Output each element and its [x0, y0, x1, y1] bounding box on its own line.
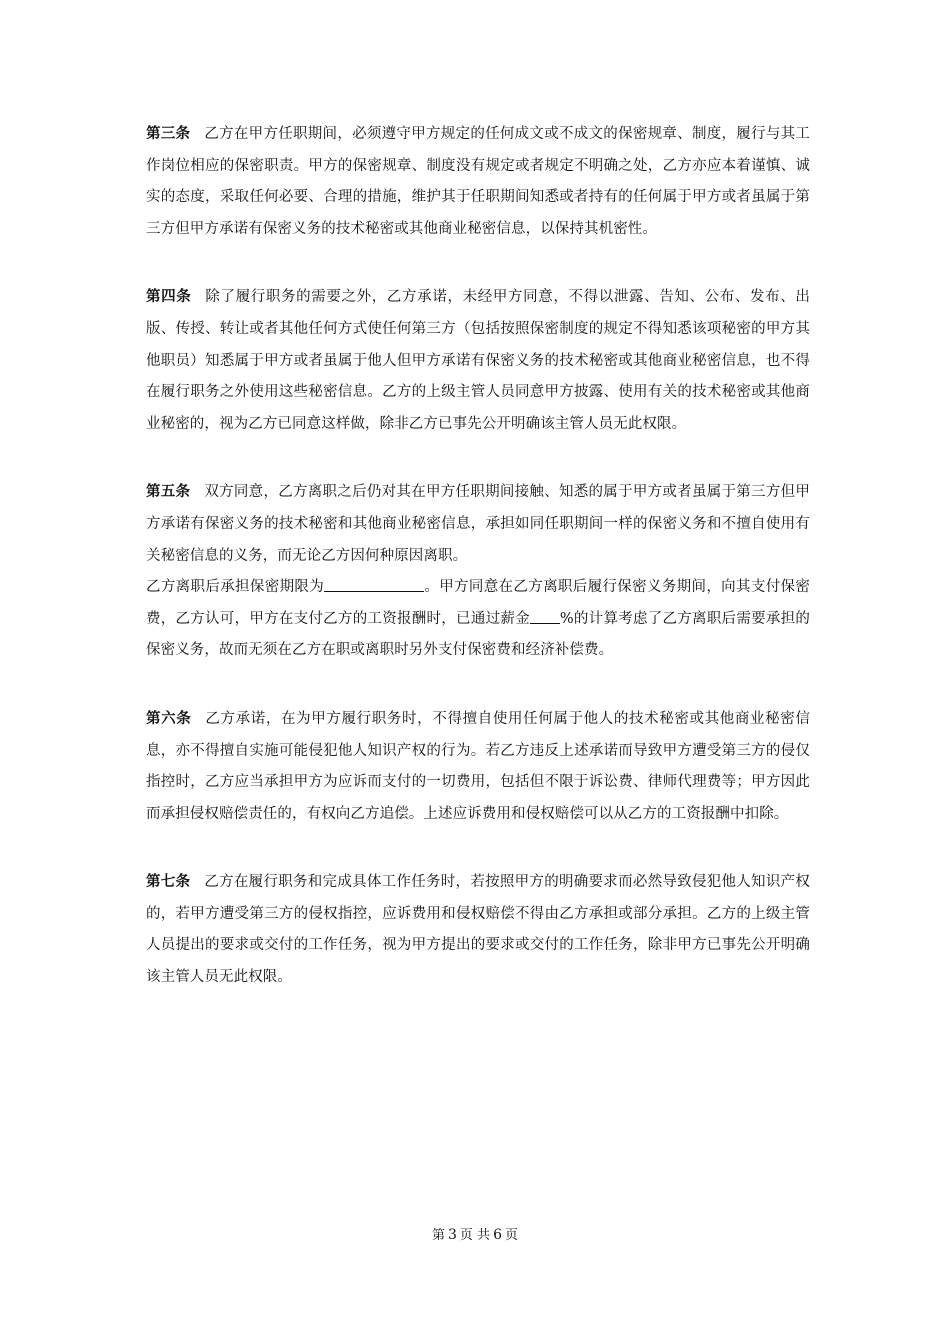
article-paragraph: [146, 281, 810, 440]
article-5: [146, 476, 810, 667]
article-number: 第五条: [146, 483, 191, 501]
article-text: 双方同意，乙方离职之后仍对其在甲方任职期间接触、知悉的属于甲方或者虽属于第三方但甲方承诺有保密义务的技术秘密和其他商业秘密信息，承担如同任职期间一样的保密义务和不擅自使用有关秘密信息的义务，而无论乙方因何种原因离职。: [146, 484, 810, 564]
article-text: %的计算考虑了乙方离职后需要承担的保密义务，故而无须在乙方在职或离职时另外支付保密费和经济补偿费。: [146, 610, 810, 659]
footer-total-pages: 6: [493, 1227, 502, 1243]
article-paragraph: [146, 118, 810, 245]
footer-middle: 页 共: [459, 1228, 491, 1243]
article-text: 乙方在履行职务和完成具体工作任务时，若按照甲方的明确要求而必然导致侵犯他人知识产权的，若甲方遭受第三方的侵权指控，应诉费用和侵权赔偿不得由乙方承担或部分承担。乙方的上级主管人员提出的要求或交付的工作任务，视为甲方提出的要求或交付的工作任务，除非甲方已事先公开明确该主管人员无此权限。: [146, 874, 810, 986]
article-paragraph: [146, 866, 810, 993]
article-number: 第七条: [146, 873, 191, 891]
article-number: 第六条: [146, 709, 192, 727]
article-paragraph-extra: [146, 572, 810, 667]
article-3: [146, 118, 810, 245]
article-paragraph: [146, 476, 810, 572]
article-text: 。甲方同意在乙方离职后履行保密义务期间，向其支付保密费，乙方认可，甲方在支付乙方的工资报酬时，已通过薪金: [146, 579, 810, 627]
footer-page-number: 3: [448, 1227, 457, 1243]
article-number: 第四条: [146, 288, 192, 306]
article-6: [146, 703, 810, 830]
article-paragraph: [146, 703, 810, 830]
page-footer: [0, 1224, 950, 1243]
article-number: 第三条: [146, 125, 191, 142]
article-text: 除了履行职务的需要之外，乙方承诺，未经甲方同意，不得以泄露、告知、公布、发布、出版、传授、转让或者其他任何方式使任何第三方（包括按照保密制度的规定不得知悉该项秘密的甲方其他职员）知悉属于甲方或者虽属于他人但甲方承诺有保密义务的技术秘密或其他商业秘密信息，也不得在履行职务之外使用这些秘密信息。乙方的上级主管人员同意甲方披露、使用有关的技术秘密或其他商业秘密的，视为乙方已同意这样做，除非乙方已事先公开明确该主管人员无此权限。: [146, 289, 810, 432]
article-text: 乙方承诺，在为甲方履行职务时，不得擅自使用任何属于他人的技术秘密或其他商业秘密信息，亦不得擅自实施可能侵犯他人知识产权的行为。若乙方违反上述承诺而导致甲方遭受第三方的侵仅指控时，乙方应当承担甲方为应诉而支付的一切费用，包括但不限于诉讼费、律师代理费等；甲方因此而承担侵权赔偿责任的，有权向乙方追偿。上述应诉费用和侵权赔偿可以从乙方的工资报酬中扣除。: [146, 710, 810, 822]
document-body: [146, 118, 810, 1030]
blank-field-period: [324, 577, 424, 592]
footer-prefix: 第: [431, 1228, 445, 1243]
article-text: 乙方在甲方任职期间，必须遵守甲方规定的任何成文或不成文的保密规章、制度，履行与其工作岗位相应的保密职责。甲方的保密规章、制度没有规定或者规定不明确之处，乙方亦应本着谨慎、诚实的态度，采取任何必要、合理的措施，维护其于任职期间知悉或者持有的任何属于甲方或者虽属于第三方但甲方承诺有保密义务的技术秘密或其他商业秘密信息，以保持其机密性。: [146, 126, 810, 237]
article-7: [146, 866, 810, 993]
article-text: 乙方离职后承担保密期限为: [146, 579, 325, 596]
footer-suffix: 页: [504, 1228, 518, 1243]
blank-field-percent: [530, 609, 560, 624]
article-4: [146, 281, 810, 440]
